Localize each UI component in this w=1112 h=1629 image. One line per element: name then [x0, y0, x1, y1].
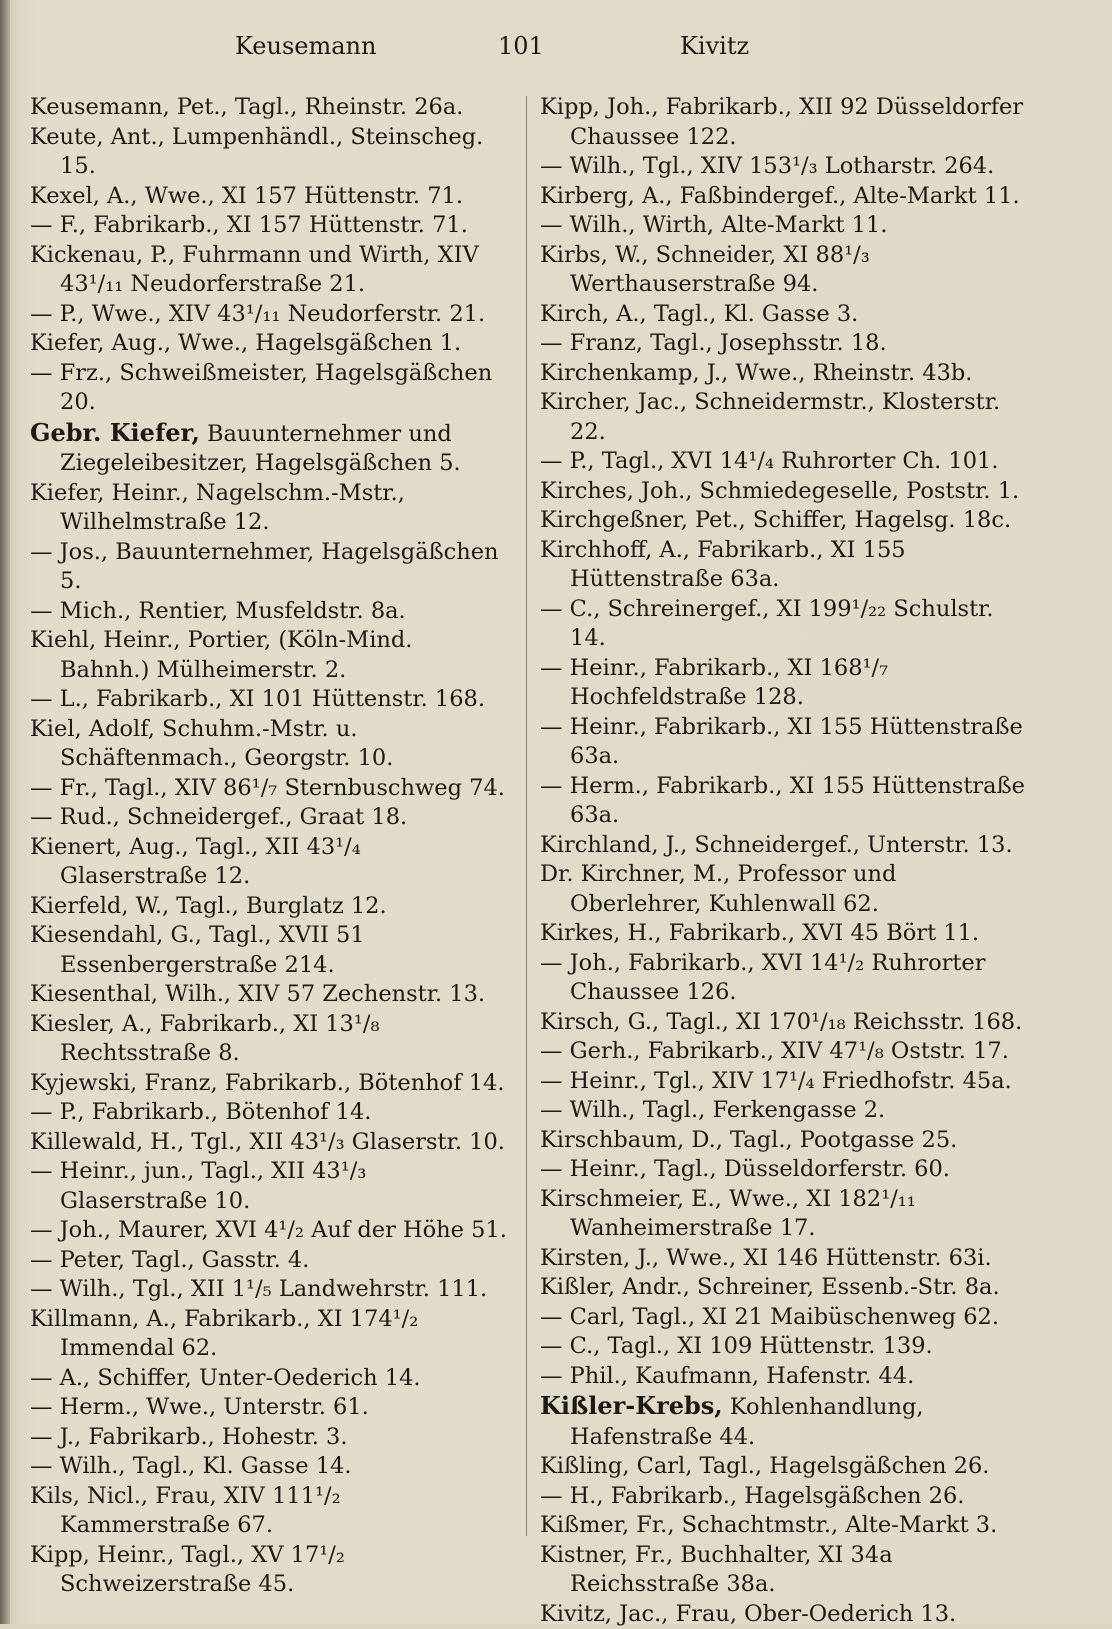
- entry-text: Keute, Ant., Lumpenhändl., Steinscheg. 15.: [30, 124, 483, 180]
- entry-text: — H., Fabrikarb., Hagelsgäßchen 26.: [540, 1483, 964, 1509]
- entry-text: — Rud., Schneidergef., Graat 18.: [30, 804, 407, 830]
- entry-text: — Frz., Schweißmeister, Hagelsgäßchen 20.: [30, 360, 492, 416]
- entry-text: Kivitz, Jac., Frau, Ober-Oederich 13.: [540, 1601, 956, 1627]
- header-right-catchword: Kivitz: [680, 32, 749, 60]
- directory-entry: [540, 1185, 1032, 1244]
- directory-entry: [30, 597, 508, 627]
- entry-text: Kirkes, H., Fabrikarb., XVI 45 Bört 11.: [540, 920, 979, 946]
- directory-entry: [540, 152, 1032, 182]
- directory-entry: [540, 1482, 1032, 1512]
- entry-text: Kiesenthal, Wilh., XIV 57 Zechenstr. 13.: [30, 981, 485, 1007]
- directory-entry: [30, 1482, 508, 1541]
- entry-text: Kißmer, Fr., Schachtmstr., Alte-Markt 3.: [540, 1512, 997, 1538]
- entry-text: — Wilh., Tagl., Kl. Gasse 14.: [30, 1453, 352, 1479]
- entry-text: — Peter, Tagl., Gasstr. 4.: [30, 1247, 309, 1273]
- directory-entry: [540, 1067, 1032, 1097]
- directory-entry: [30, 1069, 508, 1099]
- entry-text: — Wilh., Tgl., XIV 153¹/₃ Lotharstr. 264.: [540, 153, 994, 179]
- directory-entry: [540, 182, 1032, 212]
- directory-entry: [540, 93, 1032, 152]
- entry-text: Kierfeld, W., Tagl., Burglatz 12.: [30, 893, 387, 919]
- entry-text: — Wilh., Wirth, Alte-Markt 11.: [540, 212, 887, 238]
- entry-text: — Phil., Kaufmann, Hafenstr. 44.: [540, 1363, 914, 1389]
- entry-text: Kirsch, G., Tagl., XI 170¹/₁₈ Reichsstr. 168.: [540, 1009, 1022, 1035]
- entry-text: — P., Wwe., XIV 43¹/₁₁ Neudorferstr. 21.: [30, 301, 485, 327]
- entry-text: Kohlenhandlung, Hafenstraße 44.: [570, 1394, 924, 1450]
- entry-text: Kirbs, W., Schneider, XI 88¹/₃ Werthauserstraße 94.: [540, 242, 870, 298]
- directory-entry: [540, 1511, 1032, 1541]
- entry-text: — J., Fabrikarb., Hohestr. 3.: [30, 1424, 348, 1450]
- entry-text: Kiefer, Aug., Wwe., Hagelsgäßchen 1.: [30, 330, 461, 356]
- directory-entry: [540, 1155, 1032, 1185]
- entry-text: — F., Fabrikarb., XI 157 Hüttenstr. 71.: [30, 212, 468, 238]
- directory-entry: [30, 1393, 508, 1423]
- entry-text: Kißler, Andr., Schreiner, Essenb.-Str. 8a.: [540, 1274, 1000, 1300]
- directory-entry: [30, 1305, 508, 1364]
- directory-entry: [30, 359, 508, 418]
- directory-entry: [540, 654, 1032, 713]
- entry-text: Kirch, A., Tagl., Kl. Gasse 3.: [540, 301, 858, 327]
- entry-text: Kiesendahl, G., Tagl., XVII 51 Essenbergerstraße 214.: [30, 922, 365, 978]
- directory-entry: [540, 1391, 1032, 1452]
- entry-text: Kiehl, Heinr., Portier, (Köln-Mind. Bahnh.) Mülheimerstr. 2.: [30, 627, 412, 683]
- directory-entry: [540, 949, 1032, 1008]
- directory-entry: [540, 919, 1032, 949]
- left-column: [30, 93, 508, 1600]
- directory-entry: [540, 329, 1032, 359]
- entry-text: Kircher, Jac., Schneidermstr., Klosterstr. 22.: [540, 389, 1000, 445]
- directory-entry: [540, 1037, 1032, 1067]
- directory-entry: [540, 359, 1032, 389]
- entry-text: — Heinr., Tgl., XIV 17¹/₄ Friedhofstr. 45a.: [540, 1068, 1012, 1094]
- entry-text: — Carl, Tagl., XI 21 Maibüschenweg 62.: [540, 1304, 999, 1330]
- entry-text: — Heinr., jun., Tagl., XII 43¹/₃ Glaserstraße 10.: [30, 1158, 366, 1214]
- directory-entry: [540, 595, 1032, 654]
- directory-entry: [540, 477, 1032, 507]
- directory-entry: [540, 300, 1032, 330]
- directory-entry: [540, 211, 1032, 241]
- directory-entry: [540, 1332, 1032, 1362]
- entry-text: Kirchgeßner, Pet., Schiffer, Hagelsg. 18c.: [540, 507, 1011, 533]
- entry-text: — L., Fabrikarb., XI 101 Hüttenstr. 168.: [30, 686, 485, 712]
- directory-entry: [30, 93, 508, 123]
- directory-entry: [540, 831, 1032, 861]
- entry-text: Kipp, Joh., Fabrikarb., XII 92 Düsseldorfer Chaussee 122.: [540, 94, 1023, 150]
- directory-entry: [30, 211, 508, 241]
- entry-text: — Herm., Wwe., Unterstr. 61.: [30, 1394, 369, 1420]
- entry-text: Kirberg, A., Faßbindergef., Alte-Markt 11.: [540, 183, 1020, 209]
- entry-text: Kyjewski, Franz, Fabrikarb., Bötenhof 14.: [30, 1070, 505, 1096]
- entry-text: Kirschmeier, E., Wwe., XI 182¹/₁₁ Wanheimerstraße 17.: [540, 1186, 916, 1242]
- entry-text: Kirches, Joh., Schmiedegeselle, Poststr. 1.: [540, 478, 1019, 504]
- directory-entry: [540, 1541, 1032, 1600]
- entry-text: — Fr., Tagl., XIV 86¹/₇ Sternbuschweg 74.: [30, 775, 505, 801]
- directory-entry: [540, 772, 1032, 831]
- entry-text: — Joh., Maurer, XVI 4¹/₂ Auf der Höhe 51.: [30, 1217, 507, 1243]
- entry-text: Kistner, Fr., Buchhalter, XI 34a Reichsstraße 38a.: [540, 1542, 893, 1598]
- directory-entry: [30, 921, 508, 980]
- entry-text: Keusemann, Pet., Tagl., Rheinstr. 26a.: [30, 94, 463, 120]
- directory-entry: [540, 447, 1032, 477]
- entry-text: Kiefer, Heinr., Nagelschm.-Mstr., Wilhelmstraße 12.: [30, 480, 405, 536]
- page-header: [0, 32, 1112, 72]
- entry-text: — C., Schreinergef., XI 199¹/₂₂ Schulstr. 14.: [540, 596, 994, 652]
- directory-entry: [30, 123, 508, 182]
- directory-entry: [30, 300, 508, 330]
- entry-text: — Herm., Fabrikarb., XI 155 Hüttenstraße 63a.: [540, 773, 1025, 829]
- directory-entry: [30, 774, 508, 804]
- directory-entry: [30, 1423, 508, 1453]
- directory-entry: [540, 1008, 1032, 1038]
- directory-entry: [30, 803, 508, 833]
- directory-entry: [30, 1452, 508, 1482]
- directory-entry: [540, 1362, 1032, 1392]
- directory-entry: [540, 1452, 1032, 1482]
- directory-entry: [30, 1246, 508, 1276]
- directory-entry: [540, 506, 1032, 536]
- directory-entry: [540, 536, 1032, 595]
- header-left-catchword: Keusemann: [235, 32, 376, 60]
- entry-text: Dr. Kirchner, M., Professor und Oberlehrer, Kuhlenwall 62.: [540, 861, 896, 917]
- column-divider: [526, 96, 527, 1536]
- entry-text: — C., Tagl., XI 109 Hüttenstr. 139.: [540, 1333, 933, 1359]
- entry-bold-name: Kißler-Krebs,: [540, 1391, 723, 1420]
- entry-text: — Jos., Bauunternehmer, Hagelsgäßchen 5.: [30, 539, 499, 595]
- directory-entry: [30, 1216, 508, 1246]
- entry-bold-name: Gebr. Kiefer,: [30, 418, 200, 447]
- entry-text: Killewald, H., Tgl., XII 43¹/₃ Glaserstr. 10.: [30, 1129, 505, 1155]
- directory-entry: [30, 241, 508, 300]
- directory-entry: [30, 1128, 508, 1158]
- directory-entry: [30, 182, 508, 212]
- entry-text: Kienert, Aug., Tagl., XII 43¹/₄ Glaserstraße 12.: [30, 834, 361, 890]
- entry-text: — P., Fabrikarb., Bötenhof 14.: [30, 1099, 371, 1125]
- entry-text: Kiel, Adolf, Schuhm.-Mstr. u. Schäftenmach., Georgstr. 10.: [30, 716, 393, 772]
- directory-entry: [30, 538, 508, 597]
- directory-entry: [30, 329, 508, 359]
- entry-text: — Wilh., Tgl., XII 1¹/₅ Landwehrstr. 111.: [30, 1276, 487, 1302]
- entry-text: — Franz, Tagl., Josephsstr. 18.: [540, 330, 887, 356]
- directory-entry: [540, 1600, 1032, 1629]
- directory-entry: [30, 980, 508, 1010]
- directory-entry: [30, 1098, 508, 1128]
- entry-text: Kils, Nicl., Frau, XIV 111¹/₂ Kammerstraße 67.: [30, 1483, 341, 1539]
- entry-text: Kiesler, A., Fabrikarb., XI 13¹/₈ Rechtsstraße 8.: [30, 1011, 380, 1067]
- entry-text: — Gerh., Fabrikarb., XIV 47¹/₈ Oststr. 17.: [540, 1038, 1009, 1064]
- entry-text: Bauunternehmer und Ziegeleibesitzer, Hagelsgäßchen 5.: [60, 421, 461, 477]
- entry-text: Kipp, Heinr., Tagl., XV 17¹/₂ Schweizerstraße 45.: [30, 1542, 345, 1598]
- directory-entry: [540, 1244, 1032, 1274]
- directory-entry: [30, 1541, 508, 1600]
- entry-text: — Heinr., Tagl., Düsseldorferstr. 60.: [540, 1156, 950, 1182]
- directory-entry: [540, 1303, 1032, 1333]
- entry-text: — Wilh., Tagl., Ferkengasse 2.: [540, 1097, 885, 1123]
- directory-entry: [540, 860, 1032, 919]
- directory-entry: [30, 479, 508, 538]
- entry-text: — A., Schiffer, Unter-Oederich 14.: [30, 1365, 421, 1391]
- right-column: [540, 93, 1032, 1629]
- directory-entry: [30, 715, 508, 774]
- entry-text: — Heinr., Fabrikarb., XI 155 Hüttenstraße 63a.: [540, 714, 1023, 770]
- directory-entry: [30, 626, 508, 685]
- entry-text: — Mich., Rentier, Musfeldstr. 8a.: [30, 598, 406, 624]
- entry-text: Kirchland, J., Schneidergef., Unterstr. 13.: [540, 832, 1013, 858]
- directory-entry: [540, 1096, 1032, 1126]
- entry-text: — Joh., Fabrikarb., XVI 14¹/₂ Ruhrorter Chaussee 126.: [540, 950, 986, 1006]
- directory-entry: [30, 418, 508, 479]
- book-spine-shadow: [0, 0, 10, 1624]
- entry-text: Kickenau, P., Fuhrmann und Wirth, XIV 43¹/₁₁ Neudorferstraße 21.: [30, 242, 479, 298]
- directory-entry: [30, 1275, 508, 1305]
- entry-text: Kexel, A., Wwe., XI 157 Hüttenstr. 71.: [30, 183, 463, 209]
- directory-entry: [30, 833, 508, 892]
- directory-entry: [30, 1157, 508, 1216]
- directory-entry: [30, 1364, 508, 1394]
- directory-entry: [30, 685, 508, 715]
- entry-text: — P., Tagl., XVI 14¹/₄ Ruhrorter Ch. 101.: [540, 448, 998, 474]
- entry-text: Kirchenkamp, J., Wwe., Rheinstr. 43b.: [540, 360, 972, 386]
- directory-entry: [540, 713, 1032, 772]
- directory-entry: [540, 1126, 1032, 1156]
- directory-entry: [30, 892, 508, 922]
- directory-entry: [540, 388, 1032, 447]
- entry-text: — Heinr., Fabrikarb., XI 168¹/₇ Hochfeldstraße 128.: [540, 655, 888, 711]
- entry-text: Kirchhoff, A., Fabrikarb., XI 155 Hüttenstraße 63a.: [540, 537, 906, 593]
- entry-text: Kirsten, J., Wwe., XI 146 Hüttenstr. 63i.: [540, 1245, 992, 1271]
- directory-entry: [30, 1010, 508, 1069]
- page-number: 101: [498, 32, 544, 60]
- directory-entry: [540, 1273, 1032, 1303]
- directory-entry: [540, 241, 1032, 300]
- entry-text: Killmann, A., Fabrikarb., XI 174¹/₂ Immendal 62.: [30, 1306, 418, 1362]
- entry-text: Kirschbaum, D., Tagl., Pootgasse 25.: [540, 1127, 957, 1153]
- entry-text: Kißling, Carl, Tagl., Hagelsgäßchen 26.: [540, 1453, 989, 1479]
